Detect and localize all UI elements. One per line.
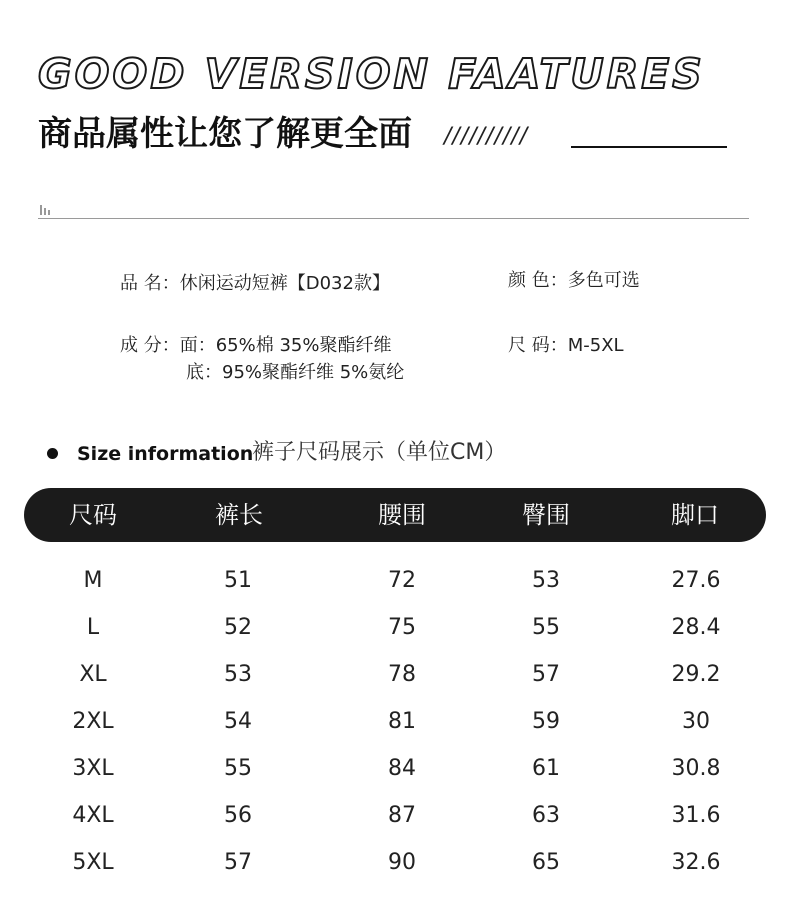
- hero-title: GOOD VERSION FAATURES: [38, 50, 705, 98]
- cell-size: 4XL: [72, 803, 114, 828]
- cell-waist: 90: [388, 850, 416, 875]
- attr-name: [120, 272, 390, 296]
- cell-size: 5XL: [72, 850, 114, 875]
- cell-leg-opening: 30: [682, 709, 710, 734]
- col-header-leg-opening: 脚口: [671, 501, 719, 529]
- cell-length: 56: [224, 803, 252, 828]
- title-underline: [571, 146, 727, 148]
- cell-hip: 65: [532, 850, 560, 875]
- attr-size-label: 尺 码：: [508, 335, 568, 356]
- cell-leg-opening: 29.2: [671, 662, 721, 687]
- cell-hip: 61: [532, 756, 560, 781]
- cell-length: 51: [224, 568, 252, 593]
- table-row: [0, 745, 790, 792]
- size-info-title: Size information: [77, 443, 254, 465]
- attr-name-value: 休闲运动短裤【D032款】: [179, 273, 390, 294]
- size-table-header: [24, 488, 766, 542]
- attr-composition-label: 成 分：: [120, 335, 180, 356]
- cell-leg-opening: 28.4: [671, 615, 721, 640]
- attr-color: [508, 269, 640, 293]
- cell-length: 55: [224, 756, 252, 781]
- cell-hip: 53: [532, 568, 560, 593]
- attr-composition-line1: 面：65%棉 35%聚酯纤维: [179, 335, 392, 356]
- attr-color-label: 颜 色：: [508, 270, 568, 291]
- cell-waist: 72: [388, 568, 416, 593]
- bullet-dot: [47, 448, 58, 459]
- cell-leg-opening: 31.6: [671, 803, 721, 828]
- section-divider: [38, 218, 749, 219]
- cell-leg-opening: 27.6: [671, 568, 721, 593]
- cell-waist: 78: [388, 662, 416, 687]
- cell-hip: 57: [532, 662, 560, 687]
- attr-composition-line2: 底：95%聚酯纤维 5%氨纶: [186, 362, 405, 383]
- table-row: [0, 557, 790, 604]
- cell-size: L: [86, 615, 100, 640]
- table-row: [0, 698, 790, 745]
- cell-length: 54: [224, 709, 252, 734]
- page-subtitle: 商品属性让您了解更全面: [38, 114, 412, 154]
- cell-size: XL: [79, 662, 107, 687]
- cell-waist: 84: [388, 756, 416, 781]
- cell-size: 3XL: [72, 756, 114, 781]
- table-row: [0, 839, 790, 886]
- cell-length: 52: [224, 615, 252, 640]
- cell-hip: 55: [532, 615, 560, 640]
- cell-length: 53: [224, 662, 252, 687]
- col-header-hip: 臀围: [522, 501, 570, 529]
- cell-size: M: [83, 568, 103, 593]
- attr-composition: [120, 334, 391, 358]
- attr-color-value: 多色可选: [567, 270, 640, 291]
- cell-size: 2XL: [72, 709, 114, 734]
- size-info-subtitle: 裤子尺码展示（单位CM）: [252, 440, 507, 465]
- attr-size-value: M-5XL: [567, 335, 624, 356]
- cell-leg-opening: 30.8: [671, 756, 721, 781]
- attr-size: [508, 334, 624, 358]
- col-header-waist: 腰围: [378, 501, 426, 529]
- col-header-size: 尺码: [69, 501, 117, 529]
- cell-hip: 59: [532, 709, 560, 734]
- cell-leg-opening: 32.6: [671, 850, 721, 875]
- table-row: [0, 604, 790, 651]
- decorative-slashes: //////////: [444, 124, 529, 149]
- cell-length: 57: [224, 850, 252, 875]
- col-header-length: 裤长: [215, 501, 263, 529]
- table-row: [0, 651, 790, 698]
- cell-waist: 75: [388, 615, 416, 640]
- cell-hip: 63: [532, 803, 560, 828]
- cell-waist: 81: [388, 709, 416, 734]
- cell-waist: 87: [388, 803, 416, 828]
- attr-name-label: 品 名：: [120, 273, 180, 294]
- table-row: [0, 792, 790, 839]
- bar-chart-icon: [40, 205, 52, 215]
